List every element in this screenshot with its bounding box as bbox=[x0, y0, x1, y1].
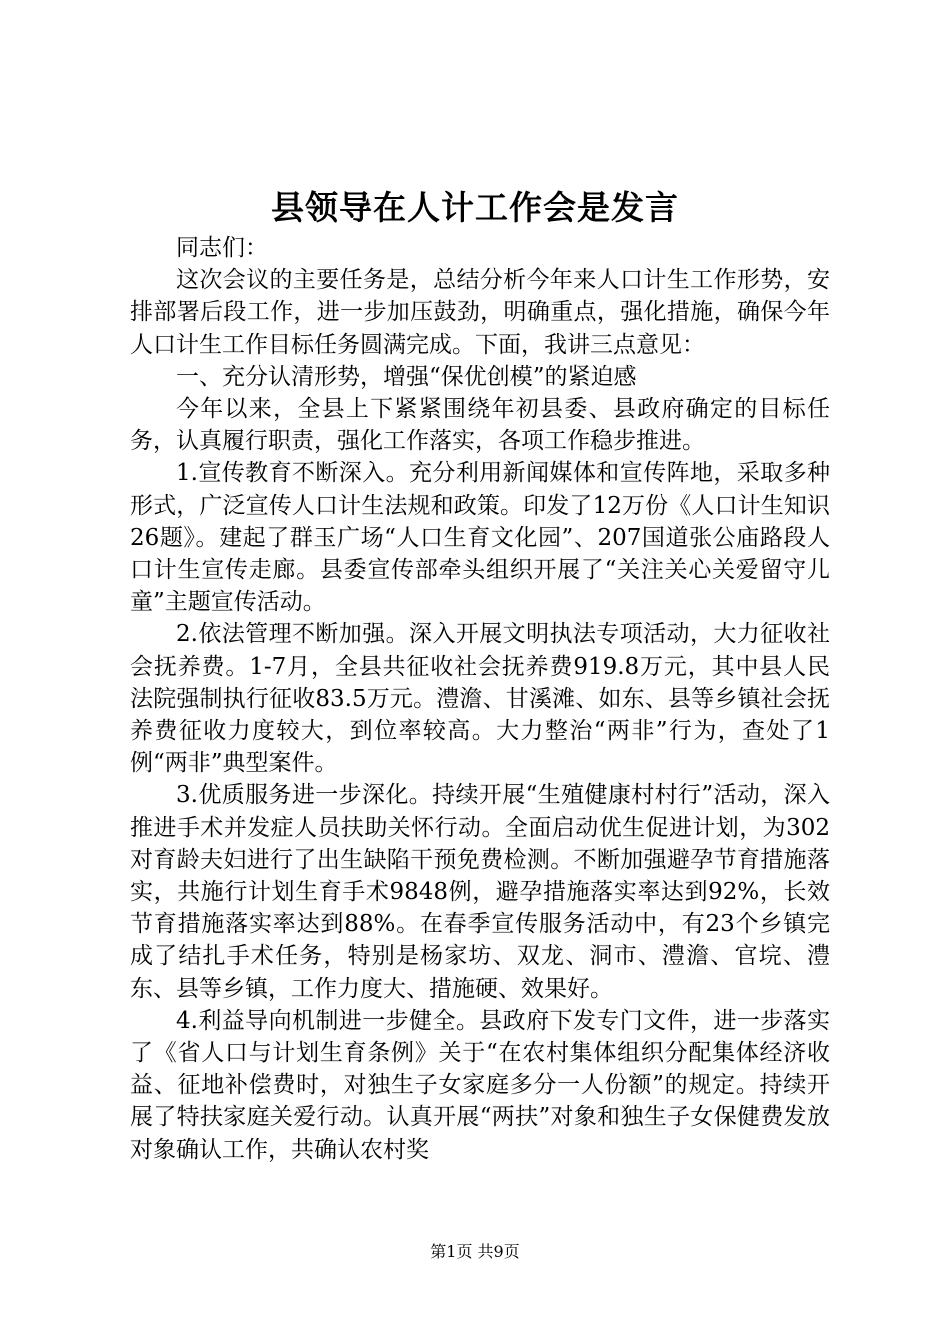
document-body bbox=[130, 232, 830, 1166]
section-heading: 一、充分认清形势，增强“保优创模”的紧迫感 bbox=[176, 363, 637, 390]
point-1-paragraph: 1.宣传教育不断深入。充分利用新闻媒体和宣传阵地，采取多种形式，广泛宣传人口计生法规和政策。印发了12万份《人口计生知识26题》。建起了群玉广场“人口生育文化园”、207国道张公庙路段人口计生宣传走廊。县委宣传部牵头组织开展了“关注关心关爱留守儿童”主题宣传活动。 bbox=[130, 460, 830, 616]
summary-paragraph: 今年以来，全县上下紧紧围绕年初县委、县政府确定的目标任务，认真履行职责，强化工作落实，各项工作稳步推进。 bbox=[130, 396, 830, 455]
salutation-paragraph: 同志们： bbox=[176, 235, 268, 261]
point-4-paragraph: 4.利益导向机制进一步健全。县政府下发专门文件，进一步落实了《省人口与计划生育条例》关于“在农村集体组织分配集体经济收益、征地补偿费时，对独生子女家庭多分一人份额”的规定。持续开展了特扶家庭关爱行动。认真开展“两扶”对象和独生子女保健费发放对象确认工作，共确认农村奖 bbox=[130, 1007, 830, 1163]
point-3-paragraph: 3.优质服务进一步深化。持续开展“生殖健康村村行”活动，深入推进手术并发症人员扶助关怀行动。全面启动优生促进计划，为302对育龄夫妇进行了出生缺陷干预免费检测。不断加强避孕节育措施落实，共施行计划生育手术9848例，避孕措施落实率达到92%，长效节育措施落实率达到88%。在春季宣传服务活动中，有23个乡镇完成了结扎手术任务，特别是杨家坊、双龙、洞市、澧澹、官垸、澧东、县等乡镇，工作力度大、措施硬、效果好。 bbox=[130, 782, 830, 1002]
intro-paragraph: 这次会议的主要任务是，总结分析今年来人口计生工作形势，安排部署后段工作，进一步加压鼓劲，明确重点，强化措施，确保今年人口计生工作目标任务圆满完成。下面，我讲三点意见： bbox=[130, 267, 830, 358]
page-number-footer: 第1页 共9页 bbox=[430, 1242, 520, 1261]
document-title: 县领导在人计工作会是发言 bbox=[271, 188, 679, 227]
point-2-paragraph: 2.依法管理不断加强。深入开展文明执法专项活动，大力征收社会抚养费。1-7月，全县共征收社会抚养费919.8万元，其中县人民法院强制执行征收83.5万元。澧澹、甘溪滩、如东、县等乡镇社会抚养费征收力度较大，到位率较高。大力整治“两非”行为，查处了1例“两非”典型案件。 bbox=[130, 621, 830, 777]
